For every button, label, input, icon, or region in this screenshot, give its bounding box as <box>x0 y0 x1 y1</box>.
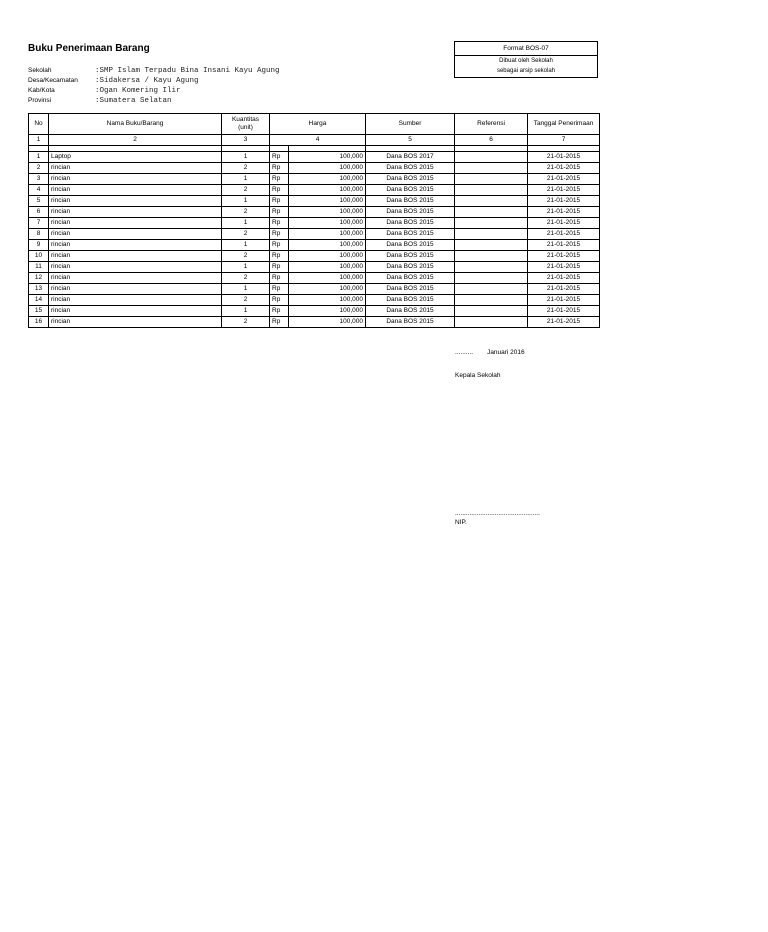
item-quantity: 2 <box>222 229 270 240</box>
price-currency: Rp <box>270 317 289 328</box>
item-name: Laptop <box>49 152 222 163</box>
item-price: 100,000 <box>289 163 366 174</box>
school-label: Sekolah <box>28 67 52 74</box>
reference <box>455 273 528 284</box>
price-currency: Rp <box>270 218 289 229</box>
funding-source: Dana BOS 2017 <box>366 152 455 163</box>
reference <box>455 306 528 317</box>
item-price: 100,000 <box>289 229 366 240</box>
row-number: 7 <box>29 218 49 229</box>
item-quantity: 2 <box>222 163 270 174</box>
item-name: rincian <box>49 284 222 295</box>
item-name: rincian <box>49 218 222 229</box>
table-row <box>29 163 600 174</box>
item-name: rincian <box>49 317 222 328</box>
reference <box>455 218 528 229</box>
row-number: 14 <box>29 295 49 306</box>
header-kuantitas: Kuantitas (unit) <box>222 114 270 135</box>
receipt-date: 21-01-2015 <box>528 185 600 196</box>
item-quantity: 2 <box>222 317 270 328</box>
receipt-date: 21-01-2015 <box>528 251 600 262</box>
reference <box>455 251 528 262</box>
table-row <box>29 295 600 306</box>
item-price: 100,000 <box>289 185 366 196</box>
reference <box>455 163 528 174</box>
column-number: 4 <box>270 135 366 146</box>
province-label: Provinsi <box>28 97 52 104</box>
item-name: rincian <box>49 262 222 273</box>
price-currency: Rp <box>270 284 289 295</box>
funding-source: Dana BOS 2015 <box>366 262 455 273</box>
column-number: 7 <box>528 135 600 146</box>
price-currency: Rp <box>270 229 289 240</box>
funding-source: Dana BOS 2015 <box>366 306 455 317</box>
price-currency: Rp <box>270 251 289 262</box>
item-quantity: 1 <box>222 174 270 185</box>
table-row <box>29 207 600 218</box>
item-price: 100,000 <box>289 262 366 273</box>
funding-source: Dana BOS 2015 <box>366 185 455 196</box>
header-sumber: Sumber <box>366 114 455 135</box>
item-price: 100,000 <box>289 218 366 229</box>
regency-label: Kab/Kota <box>28 87 55 94</box>
date-placeholder: .......... <box>455 349 474 356</box>
table-row <box>29 262 600 273</box>
row-number: 16 <box>29 317 49 328</box>
item-price: 100,000 <box>289 152 366 163</box>
reference <box>455 185 528 196</box>
receipt-date: 21-01-2015 <box>528 284 600 295</box>
column-number: 2 <box>49 135 222 146</box>
reference <box>455 284 528 295</box>
row-number: 1 <box>29 152 49 163</box>
table-row <box>29 196 600 207</box>
table-body <box>29 152 600 328</box>
header-nama: Nama Buku/Barang <box>49 114 222 135</box>
district-value: :Sidakersa / Kayu Agung <box>95 77 199 85</box>
item-quantity: 1 <box>222 284 270 295</box>
funding-source: Dana BOS 2015 <box>366 174 455 185</box>
item-name: rincian <box>49 163 222 174</box>
item-quantity: 1 <box>222 306 270 317</box>
item-name: rincian <box>49 306 222 317</box>
format-note-line-1: Dibuat oleh Sekolah <box>499 58 553 64</box>
item-price: 100,000 <box>289 295 366 306</box>
table-row <box>29 284 600 295</box>
price-currency: Rp <box>270 262 289 273</box>
table-row <box>29 152 600 163</box>
receipt-date: 21-01-2015 <box>528 273 600 284</box>
table-row <box>29 185 600 196</box>
row-number: 10 <box>29 251 49 262</box>
table-row <box>29 273 600 284</box>
item-name: rincian <box>49 174 222 185</box>
reference <box>455 262 528 273</box>
item-price: 100,000 <box>289 317 366 328</box>
item-price: 100,000 <box>289 207 366 218</box>
item-name: rincian <box>49 251 222 262</box>
row-number: 8 <box>29 229 49 240</box>
receipt-date: 21-01-2015 <box>528 196 600 207</box>
receipt-date: 21-01-2015 <box>528 207 600 218</box>
principal-title: Kepala Sekolah <box>455 372 501 379</box>
table-row <box>29 251 600 262</box>
item-price: 100,000 <box>289 251 366 262</box>
price-currency: Rp <box>270 163 289 174</box>
reference <box>455 240 528 251</box>
row-number: 6 <box>29 207 49 218</box>
reference <box>455 207 528 218</box>
item-quantity: 2 <box>222 185 270 196</box>
reference <box>455 174 528 185</box>
item-quantity: 1 <box>222 196 270 207</box>
item-name: rincian <box>49 240 222 251</box>
column-number: 3 <box>222 135 270 146</box>
item-price: 100,000 <box>289 284 366 295</box>
row-number: 2 <box>29 163 49 174</box>
table-row <box>29 174 600 185</box>
table-row <box>29 240 600 251</box>
receipt-date: 21-01-2015 <box>528 174 600 185</box>
price-currency: Rp <box>270 306 289 317</box>
funding-source: Dana BOS 2015 <box>366 284 455 295</box>
row-number: 15 <box>29 306 49 317</box>
item-quantity: 1 <box>222 152 270 163</box>
receipt-date: 21-01-2015 <box>528 240 600 251</box>
item-price: 100,000 <box>289 273 366 284</box>
format-box <box>454 41 598 78</box>
row-number: 9 <box>29 240 49 251</box>
funding-source: Dana BOS 2015 <box>366 295 455 306</box>
table-row <box>29 218 600 229</box>
item-name: rincian <box>49 185 222 196</box>
receipt-date: 21-01-2015 <box>528 163 600 174</box>
format-code: Format BOS-07 <box>455 42 597 56</box>
funding-source: Dana BOS 2015 <box>366 229 455 240</box>
item-name: rincian <box>49 295 222 306</box>
header-tanggal: Tanggal Penerimaan <box>528 114 600 135</box>
reference <box>455 295 528 306</box>
receipt-date: 21-01-2015 <box>528 306 600 317</box>
row-number: 13 <box>29 284 49 295</box>
item-price: 100,000 <box>289 306 366 317</box>
price-currency: Rp <box>270 240 289 251</box>
column-number: 1 <box>29 135 49 146</box>
item-name: rincian <box>49 207 222 218</box>
table-row <box>29 229 600 240</box>
date-text: Januari 2016 <box>487 349 525 356</box>
row-number: 3 <box>29 174 49 185</box>
receipt-date: 21-01-2015 <box>528 152 600 163</box>
funding-source: Dana BOS 2015 <box>366 240 455 251</box>
price-currency: Rp <box>270 152 289 163</box>
header-harga: Harga <box>270 114 366 135</box>
item-price: 100,000 <box>289 240 366 251</box>
item-quantity: 1 <box>222 240 270 251</box>
reference <box>455 317 528 328</box>
item-quantity: 2 <box>222 295 270 306</box>
header-no: No <box>29 114 49 135</box>
reference <box>455 229 528 240</box>
header-referensi: Referensi <box>455 114 528 135</box>
column-number: 5 <box>366 135 455 146</box>
row-number: 11 <box>29 262 49 273</box>
item-quantity: 2 <box>222 207 270 218</box>
signature-line: ............................................... <box>455 510 540 517</box>
item-price: 100,000 <box>289 196 366 207</box>
price-currency: Rp <box>270 196 289 207</box>
receipt-date: 21-01-2015 <box>528 295 600 306</box>
funding-source: Dana BOS 2015 <box>366 273 455 284</box>
funding-source: Dana BOS 2015 <box>366 218 455 229</box>
price-currency: Rp <box>270 185 289 196</box>
column-number-row <box>29 135 600 146</box>
regency-value: :Ogan Komering Ilir <box>95 87 181 95</box>
nip-label: NIP. <box>455 519 467 526</box>
province-value: :Sumatera Selatan <box>95 97 172 105</box>
funding-source: Dana BOS 2015 <box>366 251 455 262</box>
item-name: rincian <box>49 273 222 284</box>
reference <box>455 196 528 207</box>
funding-source: Dana BOS 2015 <box>366 317 455 328</box>
table-row <box>29 306 600 317</box>
funding-source: Dana BOS 2015 <box>366 207 455 218</box>
price-currency: Rp <box>270 207 289 218</box>
reference <box>455 152 528 163</box>
column-number: 6 <box>455 135 528 146</box>
price-currency: Rp <box>270 273 289 284</box>
item-quantity: 2 <box>222 251 270 262</box>
receipt-date: 21-01-2015 <box>528 218 600 229</box>
document-title: Buku Penerimaan Barang <box>28 43 150 54</box>
table-header-row <box>29 114 600 135</box>
price-currency: Rp <box>270 295 289 306</box>
price-currency: Rp <box>270 174 289 185</box>
format-note-line-2: sebagai arsip sekolah <box>496 68 556 74</box>
item-quantity: 2 <box>222 273 270 284</box>
receipt-date: 21-01-2015 <box>528 317 600 328</box>
item-name: rincian <box>49 229 222 240</box>
row-number: 4 <box>29 185 49 196</box>
row-number: 5 <box>29 196 49 207</box>
receipt-table <box>28 113 600 328</box>
signature-date <box>455 349 525 356</box>
item-quantity: 1 <box>222 218 270 229</box>
item-name: rincian <box>49 196 222 207</box>
district-label: Desa/Kecamatan <box>28 77 78 84</box>
item-quantity: 1 <box>222 262 270 273</box>
row-number: 12 <box>29 273 49 284</box>
item-price: 100,000 <box>289 174 366 185</box>
funding-source: Dana BOS 2015 <box>366 196 455 207</box>
receipt-date: 21-01-2015 <box>528 229 600 240</box>
receipt-date: 21-01-2015 <box>528 262 600 273</box>
funding-source: Dana BOS 2015 <box>366 163 455 174</box>
school-value: :SMP Islam Terpadu Bina Insani Kayu Agung <box>95 67 280 75</box>
table-row <box>29 317 600 328</box>
